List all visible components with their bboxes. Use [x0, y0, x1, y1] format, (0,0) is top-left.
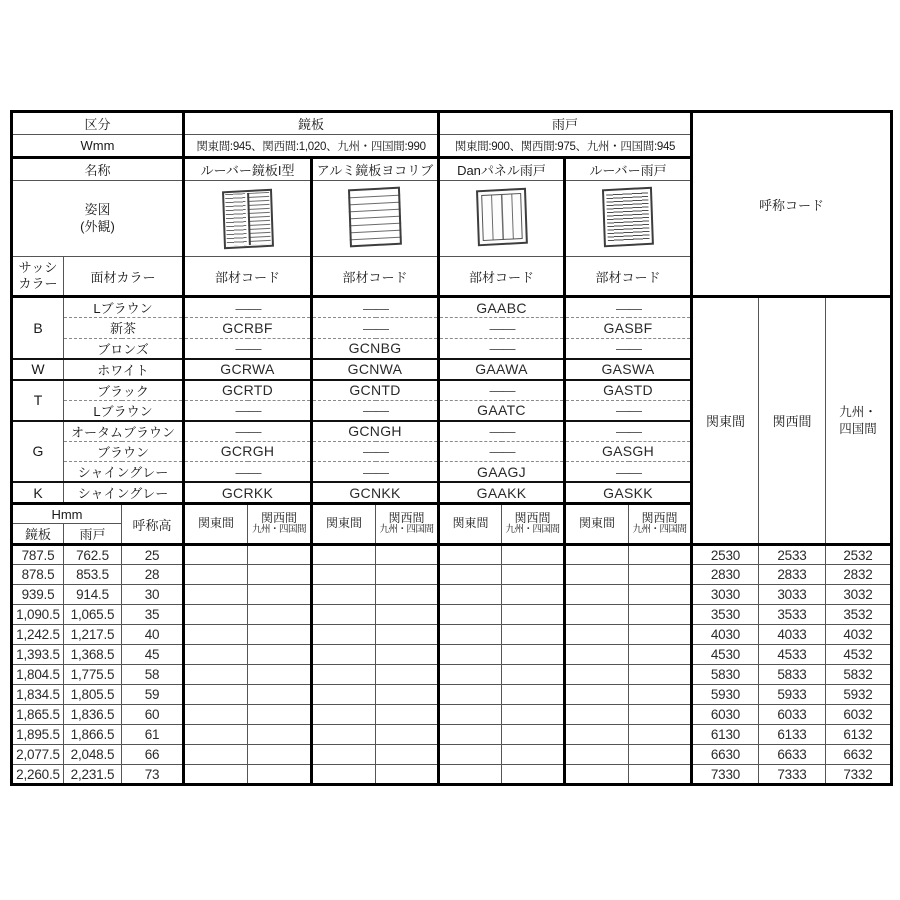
empty-cell — [376, 605, 439, 625]
code-cell: —— — [439, 380, 565, 401]
kansai-kyushu-sub-header-cell — [376, 504, 439, 545]
yobidaka-cell: 25 — [122, 545, 184, 565]
code-cell: —— — [565, 400, 692, 421]
kyushu-label-line1: 九州・ — [839, 405, 877, 420]
sash-label-line1: サッシ — [18, 259, 58, 275]
yobidaka-cell: 35 — [122, 605, 184, 625]
empty-cell — [629, 745, 692, 765]
code-cell: —— — [312, 297, 439, 318]
empty-cell — [376, 645, 439, 665]
empty-cell — [376, 745, 439, 765]
empty-cell — [502, 685, 565, 705]
kyushu-code-cell: 2832 — [826, 565, 892, 585]
empty-cell — [629, 605, 692, 625]
product-image-cell — [565, 181, 692, 257]
kyushu-sub-label: 九州・四国間 — [632, 524, 687, 536]
code-cell: GCRTD — [184, 380, 312, 401]
sash-color-header-cell — [12, 257, 64, 297]
amado-sub-header-cell: 雨戸 — [64, 524, 122, 545]
amado-wmm-cell: 関東間:900、関西間:975、九州・四国間:945 — [439, 135, 692, 158]
empty-cell — [502, 565, 565, 585]
empty-cell — [184, 685, 248, 705]
kanto-code-cell: 5930 — [692, 685, 759, 705]
amado-h-cell: 1,866.5 — [64, 725, 122, 745]
buzai-code-header-cell: 部材コード — [439, 257, 565, 297]
empty-cell — [312, 625, 376, 645]
empty-cell — [565, 605, 629, 625]
kansai-kyushu-sub-header-cell — [629, 504, 692, 545]
kanto-sub-header-cell: 関東間 — [184, 504, 248, 545]
kansai-code-cell: 6033 — [759, 705, 826, 725]
code-cell: GCRBF — [184, 318, 312, 339]
empty-cell — [184, 765, 248, 785]
amado-h-cell: 914.5 — [64, 585, 122, 605]
yobi-code-header-cell: 呼称コード — [692, 112, 892, 297]
kansai-code-cell: 3533 — [759, 605, 826, 625]
kagami-h-cell: 1,865.5 — [12, 705, 64, 725]
empty-cell — [312, 705, 376, 725]
code-cell: —— — [184, 462, 312, 483]
product-image-cell — [184, 181, 312, 257]
empty-cell — [629, 725, 692, 745]
empty-cell — [629, 685, 692, 705]
empty-cell — [565, 685, 629, 705]
kansai-sub-label: 関西間 — [388, 511, 425, 526]
yobidaka-cell: 30 — [122, 585, 184, 605]
empty-cell — [439, 565, 502, 585]
empty-cell — [502, 585, 565, 605]
amado-h-cell: 1,805.5 — [64, 685, 122, 705]
kubun-row — [12, 112, 892, 135]
kagami-h-cell: 1,090.5 — [12, 605, 64, 625]
empty-cell — [502, 745, 565, 765]
kagami-h-cell: 939.5 — [12, 585, 64, 605]
kansai-kyushu-sub-header-cell — [502, 504, 565, 545]
empty-cell — [248, 765, 312, 785]
empty-cell — [439, 545, 502, 565]
product-name-cell: アルミ鏡板ヨコリブ — [312, 158, 439, 181]
empty-cell — [376, 705, 439, 725]
empty-cell — [248, 645, 312, 665]
color-name-cell: 新茶 — [64, 318, 184, 339]
kyushu-label-line2: 四国間 — [839, 421, 877, 436]
kanto-code-cell: 7330 — [692, 765, 759, 785]
color-name-cell: ブラック — [64, 380, 184, 401]
color-name-cell: ホワイト — [64, 359, 184, 380]
amado-group-cell: 雨戸 — [439, 112, 692, 135]
kansai-code-cell: 5933 — [759, 685, 826, 705]
sugata-label-cell — [12, 181, 184, 257]
kanto-header-cell: 関東間 — [692, 297, 759, 545]
empty-cell — [184, 725, 248, 745]
color-row — [12, 297, 892, 318]
empty-cell — [312, 645, 376, 665]
empty-cell — [312, 685, 376, 705]
kansai-header-cell: 関西間 — [759, 297, 826, 545]
kyushu-sub-label: 九州・四国間 — [379, 524, 434, 536]
empty-cell — [312, 565, 376, 585]
yobidaka-cell: 66 — [122, 745, 184, 765]
kanto-code-cell: 3530 — [692, 605, 759, 625]
vertical-rib-panel-image — [476, 188, 528, 250]
product-name-cell: ルーバー鏡板I型 — [184, 158, 312, 181]
empty-cell — [502, 605, 565, 625]
kansai-code-cell: 5833 — [759, 665, 826, 685]
buzai-code-header-cell: 部材コード — [184, 257, 312, 297]
kyushu-header-cell — [826, 297, 892, 545]
kyushu-code-cell: 3532 — [826, 605, 892, 625]
kagami-h-cell: 1,895.5 — [12, 725, 64, 745]
empty-cell — [565, 585, 629, 605]
empty-cell — [248, 685, 312, 705]
menzai-color-header-cell: 面材カラー — [64, 257, 184, 297]
kanto-code-cell: 6030 — [692, 705, 759, 725]
size-row — [12, 685, 892, 705]
amado-h-cell: 1,368.5 — [64, 645, 122, 665]
code-cell: GCRKK — [184, 482, 312, 504]
empty-cell — [376, 545, 439, 565]
empty-cell — [248, 745, 312, 765]
kanto-code-cell: 3030 — [692, 585, 759, 605]
color-name-cell: ブロンズ — [64, 338, 184, 359]
kansai-sub-label: 関西間 — [260, 511, 297, 526]
empty-cell — [248, 625, 312, 645]
code-cell: —— — [439, 421, 565, 442]
empty-cell — [502, 645, 565, 665]
dense-louver-panel-image — [602, 187, 654, 251]
kanto-code-cell: 6630 — [692, 745, 759, 765]
code-cell: —— — [312, 462, 439, 483]
kanto-code-cell: 6130 — [692, 725, 759, 745]
kansai-code-cell: 4033 — [759, 625, 826, 645]
code-cell: GCNBG — [312, 338, 439, 359]
kansai-code-cell: 3033 — [759, 585, 826, 605]
kagami-h-cell: 1,242.5 — [12, 625, 64, 645]
product-name-cell: Danパネル雨戸 — [439, 158, 565, 181]
code-cell: GCNWA — [312, 359, 439, 380]
empty-cell — [248, 725, 312, 745]
kyushu-code-cell: 4532 — [826, 645, 892, 665]
kansai-code-cell: 6133 — [759, 725, 826, 745]
empty-cell — [502, 765, 565, 785]
kanto-code-cell: 5830 — [692, 665, 759, 685]
empty-cell — [439, 705, 502, 725]
sugata-label-line1: 姿図 — [84, 202, 111, 218]
code-cell: GAAGJ — [439, 462, 565, 483]
size-row — [12, 645, 892, 665]
size-row — [12, 705, 892, 725]
size-row — [12, 745, 892, 765]
wmm-label-cell: Wmm — [12, 135, 184, 158]
empty-cell — [502, 705, 565, 725]
empty-cell — [439, 685, 502, 705]
empty-cell — [248, 565, 312, 585]
empty-cell — [184, 585, 248, 605]
yobidaka-cell: 45 — [122, 645, 184, 665]
empty-cell — [439, 585, 502, 605]
empty-cell — [565, 565, 629, 585]
code-cell: GASBF — [565, 318, 692, 339]
code-cell: —— — [312, 441, 439, 462]
empty-cell — [565, 725, 629, 745]
empty-cell — [376, 665, 439, 685]
yobidaka-cell: 60 — [122, 705, 184, 725]
empty-cell — [565, 625, 629, 645]
empty-cell — [248, 545, 312, 565]
empty-cell — [439, 765, 502, 785]
size-row — [12, 605, 892, 625]
code-cell: —— — [312, 318, 439, 339]
kyushu-code-cell: 3032 — [826, 585, 892, 605]
kyushu-code-cell: 5932 — [826, 685, 892, 705]
empty-cell — [376, 685, 439, 705]
empty-cell — [184, 705, 248, 725]
yobidaka-cell: 73 — [122, 765, 184, 785]
yobidaka-cell: 28 — [122, 565, 184, 585]
spec-table-container — [10, 110, 893, 786]
kansai-code-cell: 7333 — [759, 765, 826, 785]
kagamiita-group-cell: 鏡板 — [184, 112, 439, 135]
empty-cell — [248, 705, 312, 725]
size-row — [12, 665, 892, 685]
kanto-code-cell: 4530 — [692, 645, 759, 665]
code-cell: GCRWA — [184, 359, 312, 380]
empty-cell — [184, 625, 248, 645]
empty-cell — [184, 605, 248, 625]
color-name-cell: シャイングレー — [64, 462, 184, 483]
yobidaka-cell: 59 — [122, 685, 184, 705]
kyushu-code-cell: 2532 — [826, 545, 892, 565]
amado-h-cell: 762.5 — [64, 545, 122, 565]
amado-h-cell: 1,217.5 — [64, 625, 122, 645]
product-name-cell: ルーバー雨戸 — [565, 158, 692, 181]
amado-h-cell: 1,065.5 — [64, 605, 122, 625]
sugata-label-line2: (外観) — [80, 218, 115, 234]
double-louver-panel-image — [222, 188, 274, 249]
empty-cell — [629, 665, 692, 685]
sash-label-line2: カラー — [18, 276, 58, 291]
kanto-sub-header-cell: 関東間 — [312, 504, 376, 545]
empty-cell — [629, 585, 692, 605]
empty-cell — [439, 665, 502, 685]
sash-group-cell: B — [12, 297, 64, 359]
empty-cell — [376, 585, 439, 605]
empty-cell — [439, 625, 502, 645]
color-name-cell: Lブラウン — [64, 400, 184, 421]
code-cell: GASGH — [565, 441, 692, 462]
empty-cell — [502, 665, 565, 685]
empty-cell — [248, 585, 312, 605]
amado-h-cell: 2,231.5 — [64, 765, 122, 785]
empty-cell — [629, 765, 692, 785]
kagami-h-cell: 2,260.5 — [12, 765, 64, 785]
code-cell: GCNGH — [312, 421, 439, 442]
empty-cell — [565, 705, 629, 725]
size-row — [12, 765, 892, 785]
size-row — [12, 625, 892, 645]
code-cell: GCNKK — [312, 482, 439, 504]
empty-cell — [184, 565, 248, 585]
code-cell: GASWA — [565, 359, 692, 380]
product-image-cell — [312, 181, 439, 257]
empty-cell — [502, 545, 565, 565]
code-cell: —— — [312, 400, 439, 421]
code-cell: —— — [184, 400, 312, 421]
code-cell: GAAWA — [439, 359, 565, 380]
size-row — [12, 565, 892, 585]
product-spec-table — [10, 110, 893, 786]
empty-cell — [629, 545, 692, 565]
empty-cell — [439, 605, 502, 625]
color-name-cell: Lブラウン — [64, 297, 184, 318]
code-cell: —— — [439, 338, 565, 359]
code-cell: —— — [565, 297, 692, 318]
code-cell: —— — [439, 441, 565, 462]
amado-h-cell: 1,775.5 — [64, 665, 122, 685]
kagamiita-wmm-cell: 関東間:945、関西間:1,020、九州・四国間:990 — [184, 135, 439, 158]
empty-cell — [439, 725, 502, 745]
empty-cell — [629, 625, 692, 645]
empty-cell — [184, 645, 248, 665]
empty-cell — [502, 625, 565, 645]
code-cell: GAABC — [439, 297, 565, 318]
code-cell: —— — [565, 421, 692, 442]
yobidaka-cell: 40 — [122, 625, 184, 645]
code-cell: GASKK — [565, 482, 692, 504]
amado-h-cell: 2,048.5 — [64, 745, 122, 765]
code-cell: —— — [565, 462, 692, 483]
kansai-code-cell: 2533 — [759, 545, 826, 565]
yobidaka-cell: 58 — [122, 665, 184, 685]
kagami-h-cell: 1,834.5 — [12, 685, 64, 705]
color-name-cell: オータムブラウン — [64, 421, 184, 442]
code-cell: —— — [184, 297, 312, 318]
meisho-label-cell: 名称 — [12, 158, 184, 181]
code-cell: GCRGH — [184, 441, 312, 462]
empty-cell — [312, 745, 376, 765]
kyushu-code-cell: 5832 — [826, 665, 892, 685]
kyushu-code-cell: 6032 — [826, 705, 892, 725]
kanto-sub-header-cell: 関東間 — [565, 504, 629, 545]
empty-cell — [439, 745, 502, 765]
empty-cell — [312, 585, 376, 605]
kansai-code-cell: 2833 — [759, 565, 826, 585]
sash-group-cell: T — [12, 380, 64, 421]
empty-cell — [312, 765, 376, 785]
kansai-sub-label: 関西間 — [514, 511, 551, 526]
kanto-code-cell: 2530 — [692, 545, 759, 565]
kanto-code-cell: 4030 — [692, 625, 759, 645]
empty-cell — [376, 725, 439, 745]
sash-group-cell: K — [12, 482, 64, 504]
empty-cell — [184, 665, 248, 685]
product-image-cell — [439, 181, 565, 257]
empty-cell — [565, 765, 629, 785]
empty-cell — [184, 545, 248, 565]
kyushu-sub-label: 九州・四国間 — [505, 524, 560, 536]
code-cell: —— — [184, 338, 312, 359]
kyushu-code-cell: 6632 — [826, 745, 892, 765]
kansai-code-cell: 4533 — [759, 645, 826, 665]
color-name-cell: シャイングレー — [64, 482, 184, 504]
color-name-cell: ブラウン — [64, 441, 184, 462]
sash-group-cell: G — [12, 421, 64, 483]
kanto-code-cell: 2830 — [692, 565, 759, 585]
kagami-h-cell: 787.5 — [12, 545, 64, 565]
buzai-code-header-cell: 部材コード — [312, 257, 439, 297]
hmm-header-cell: Hmm — [12, 504, 122, 524]
size-row — [12, 545, 892, 565]
empty-cell — [248, 665, 312, 685]
empty-cell — [376, 765, 439, 785]
empty-cell — [376, 625, 439, 645]
kanto-sub-header-cell: 関東間 — [439, 504, 502, 545]
empty-cell — [312, 725, 376, 745]
empty-cell — [565, 665, 629, 685]
kansai-sub-label: 関西間 — [641, 511, 678, 526]
empty-cell — [565, 645, 629, 665]
kyushu-code-cell: 4032 — [826, 625, 892, 645]
kagami-h-cell: 1,393.5 — [12, 645, 64, 665]
code-cell: —— — [565, 338, 692, 359]
yobidaka-header-cell: 呼称高 — [122, 504, 184, 545]
empty-cell — [376, 565, 439, 585]
empty-cell — [502, 725, 565, 745]
code-cell: GAATC — [439, 400, 565, 421]
kyushu-code-cell: 6132 — [826, 725, 892, 745]
code-cell: GCNTD — [312, 380, 439, 401]
kagami-h-cell: 2,077.5 — [12, 745, 64, 765]
kagami-h-cell: 878.5 — [12, 565, 64, 585]
kagami-h-cell: 1,804.5 — [12, 665, 64, 685]
empty-cell — [248, 605, 312, 625]
kyushu-code-cell: 7332 — [826, 765, 892, 785]
buzai-code-header-cell: 部材コード — [565, 257, 692, 297]
sash-group-cell: W — [12, 359, 64, 380]
kagamiita-sub-header-cell: 鏡板 — [12, 524, 64, 545]
size-row — [12, 725, 892, 745]
kyushu-sub-label: 九州・四国間 — [251, 524, 306, 536]
amado-h-cell: 853.5 — [64, 565, 122, 585]
code-cell: GASTD — [565, 380, 692, 401]
empty-cell — [312, 665, 376, 685]
empty-cell — [565, 745, 629, 765]
empty-cell — [184, 745, 248, 765]
horizontal-rib-panel-image — [348, 187, 402, 251]
empty-cell — [312, 605, 376, 625]
empty-cell — [439, 645, 502, 665]
code-cell: —— — [184, 421, 312, 442]
empty-cell — [629, 705, 692, 725]
empty-cell — [312, 545, 376, 565]
kansai-code-cell: 6633 — [759, 745, 826, 765]
kubun-label-cell: 区分 — [12, 112, 184, 135]
empty-cell — [629, 645, 692, 665]
amado-h-cell: 1,836.5 — [64, 705, 122, 725]
code-cell: GAAKK — [439, 482, 565, 504]
yobidaka-cell: 61 — [122, 725, 184, 745]
size-row — [12, 585, 892, 605]
empty-cell — [565, 545, 629, 565]
kansai-kyushu-sub-header-cell — [248, 504, 312, 545]
code-cell: —— — [439, 318, 565, 339]
empty-cell — [629, 565, 692, 585]
